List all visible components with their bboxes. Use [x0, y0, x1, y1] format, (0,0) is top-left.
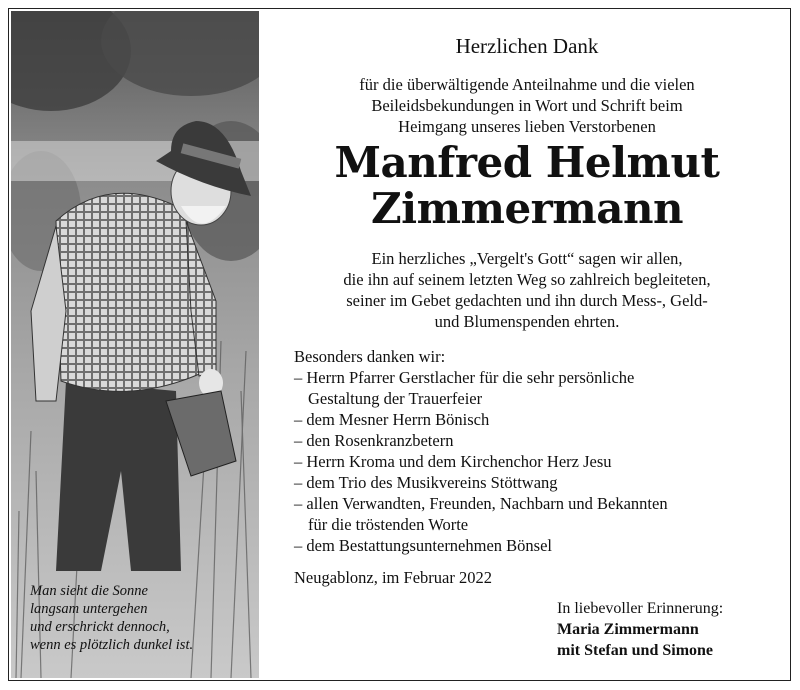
signature-block — [557, 598, 723, 661]
thanks-item: – allen Verwandten, Freunden, Nachbarn und Bekannten — [294, 494, 668, 513]
quote-line: und erschrickt dennoch, — [30, 619, 170, 635]
thanks-item: – den Rosenkranzbetern — [294, 431, 454, 450]
name-line: Manfred Helmut — [334, 138, 720, 187]
vergelts-line: seiner im Gebet gedachten und ihn durch Mess-, Geld- — [346, 291, 708, 310]
memorial-photo — [11, 11, 259, 678]
thanks-list — [294, 346, 784, 556]
thanks-intro: Besonders danken wir: — [294, 347, 446, 366]
thanks-item: – Herrn Pfarrer Gerstlacher für die sehr persönliche — [294, 368, 635, 387]
deceased-name — [272, 140, 782, 232]
intro-line: Beileidsbekundungen in Wort und Schrift beim — [371, 96, 683, 115]
vergelts-line: und Blumenspenden ehrten. — [434, 312, 620, 331]
heading-thanks: Herzlichen Dank — [455, 34, 599, 58]
thanks-item: – dem Trio des Musikvereins Stöttwang — [294, 473, 558, 492]
thanks-item: – Herrn Kroma und dem Kirchenchor Herz Jesu — [294, 452, 612, 471]
vergelts-gott-text — [272, 248, 782, 332]
intro-text — [272, 74, 782, 137]
quote-line: langsam untergehen — [30, 601, 148, 617]
intro-line: für die überwältigende Anteilnahme und die vielen — [359, 75, 695, 94]
vergelts-line: Ein herzliches „Vergelt's Gott“ sagen wir allen, — [371, 249, 683, 268]
signature-intro: In liebevoller Erinnerung: — [557, 600, 724, 617]
name-line: Zimmermann — [370, 184, 684, 233]
quote-line: wenn es plötzlich dunkel ist. — [30, 637, 194, 653]
place-date: Neugablonz, im Februar 2022 — [294, 568, 492, 587]
intro-line: Heimgang unseres lieben Verstorbenen — [398, 117, 656, 136]
thanks-item-continuation: für die tröstenden Worte — [308, 515, 469, 534]
thanks-item: – dem Bestattungsunternehmen Bönsel — [294, 536, 552, 555]
quote-line: Man sieht die Sonne — [30, 583, 148, 599]
memorial-quote — [30, 582, 255, 654]
signature-name: Maria Zimmermann — [557, 621, 699, 638]
thanks-item: – dem Mesner Herrn Bönisch — [294, 410, 490, 429]
vergelts-line: die ihn auf seinem letzten Weg so zahlreich begleiteten, — [343, 270, 711, 289]
thanks-item-continuation: Gestaltung der Trauerfeier — [308, 389, 483, 408]
signature-family: mit Stefan und Simone — [557, 642, 714, 659]
